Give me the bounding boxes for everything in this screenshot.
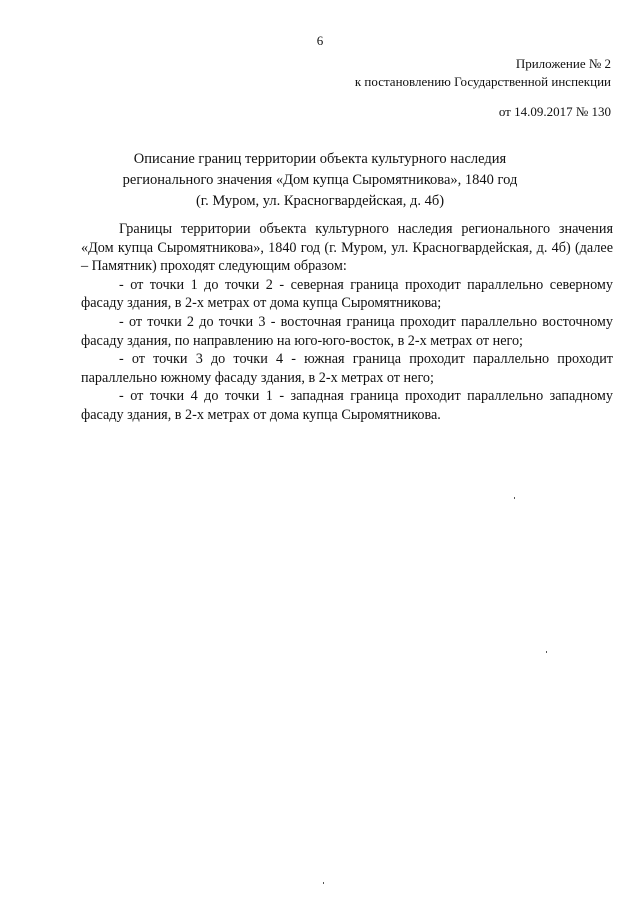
scan-speck [323,882,324,884]
document-title [80,149,560,212]
boundary-item-4: - от точки 4 до точки 1 - западная граница проходит параллельно западному фасаду здания, в 2-х метрах от дома купца Сыромятникова. [81,388,613,423]
appendix-date: от 14.09.2017 № 130 [498,104,611,119]
page-number: 6 [316,33,324,48]
title-line-2: регионального значения «Дом купца Сыромятникова», 1840 год [122,172,518,188]
appendix-header [355,55,611,91]
appendix-reference: к постановлению Государственной инспекции [354,74,611,89]
title-line-3: (г. Муром, ул. Красногвардейская, д. 4б) [195,193,445,209]
boundary-item-1: - от точки 1 до точки 2 - северная граница проходит параллельно северному фасаду здания, в 2-х метрах от дома купца Сыромятникова; [81,276,613,312]
boundary-item-3: - от точки 3 до точки 4 - южная граница проходит параллельно проходит параллельно южному фасаду здания, в 2-х метрах от него; [81,351,613,386]
scan-speck [546,651,547,653]
boundary-item-2: - от точки 2 до точки 3 - восточная граница проходит параллельно восточному фасаду здания, по направлению на юго-юго-восток, в 2-х метрах от него; [81,313,613,349]
intro-paragraph: Границы территории объекта культурного наследия регионального значения «Дом купца Сыромятникова», 1840 год (г. Муром, ул. Красногвардейская, д. 4б) (далее – Памятник) проходят следующим образом: [81,221,613,275]
appendix-title: Приложение № 2 [515,56,611,71]
title-line-1: Описание границ территории объекта культурного наследия [133,151,507,167]
document-body [81,220,613,425]
scan-speck [514,497,515,499]
